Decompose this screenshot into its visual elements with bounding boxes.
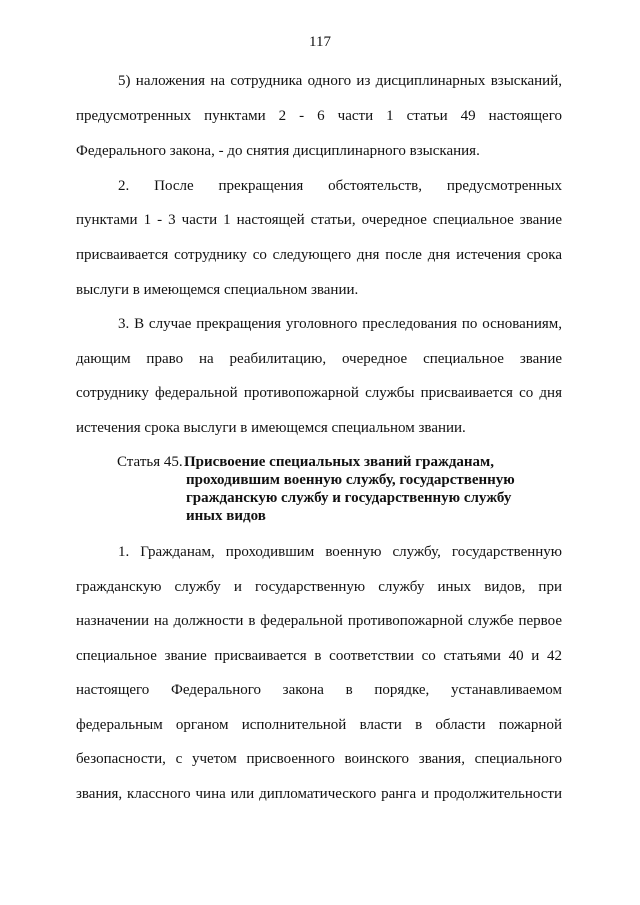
paragraph-3-line-3: сотруднику федеральной противопожарной службы присваивается со дня [76, 385, 562, 401]
article-title-line-1: Присвоение специальных званий гражданам, [184, 454, 495, 470]
article-paragraph-1-line-4: специальное звание присваивается в соответствии со статьями 40 и 42 [76, 648, 562, 664]
paragraph-2-line-4: выслуги в имеющемся специальном звании. [76, 282, 359, 298]
article-paragraph-1-line-7: безопасности, с учетом присвоенного воинского звания, специального [76, 751, 562, 767]
article-title-line-2: проходившим военную службу, государственную [186, 472, 515, 488]
paragraph-3-line-2: дающим право на реабилитацию, очередное специальное звание [76, 351, 562, 367]
article-paragraph-1-line-3: назначении на должности в федеральной противопожарной службе первое [76, 613, 562, 629]
paragraph-3-line-4: истечения срока выслуги в имеющемся специальном звании. [76, 420, 466, 436]
article-title-line-3: гражданскую службу и государственную службу [186, 490, 512, 506]
article-paragraph-1-line-1: 1. Гражданам, проходившим военную службу, государственную [118, 544, 562, 560]
article-title-line-4: иных видов [186, 508, 266, 524]
paragraph-2-line-2: пунктами 1 - 3 части 1 настоящей статьи, очередное специальное звание [76, 212, 562, 228]
article-paragraph-1-line-5: настоящего Федерального закона в порядке, устанавливаемом [76, 682, 562, 698]
page-number: 117 [309, 34, 331, 50]
article-paragraph-1-line-8: звания, классного чина или дипломатического ранга и продолжительности [76, 786, 562, 802]
paragraph-2-line-1: 2. После прекращения обстоятельств, предусмотренных [118, 178, 562, 194]
article-paragraph-1-line-2: гражданскую службу и государственную службу иных видов, при [76, 579, 562, 595]
paragraph-5-line-2: предусмотренных пунктами 2 - 6 части 1 статьи 49 настоящего [76, 108, 562, 124]
paragraph-2-line-3: присваивается сотруднику со следующего дня после дня истечения срока [76, 247, 562, 263]
article-label: Статья 45. [117, 454, 183, 470]
paragraph-5-line-1: 5) наложения на сотрудника одного из дисциплинарных взысканий, [118, 73, 562, 89]
article-paragraph-1-line-6: федеральным органом исполнительной власти в области пожарной [76, 717, 562, 733]
paragraph-3-line-1: 3. В случае прекращения уголовного преследования по основаниям, [118, 316, 562, 332]
paragraph-5-line-3: Федерального закона, - до снятия дисциплинарного взыскания. [76, 143, 480, 159]
